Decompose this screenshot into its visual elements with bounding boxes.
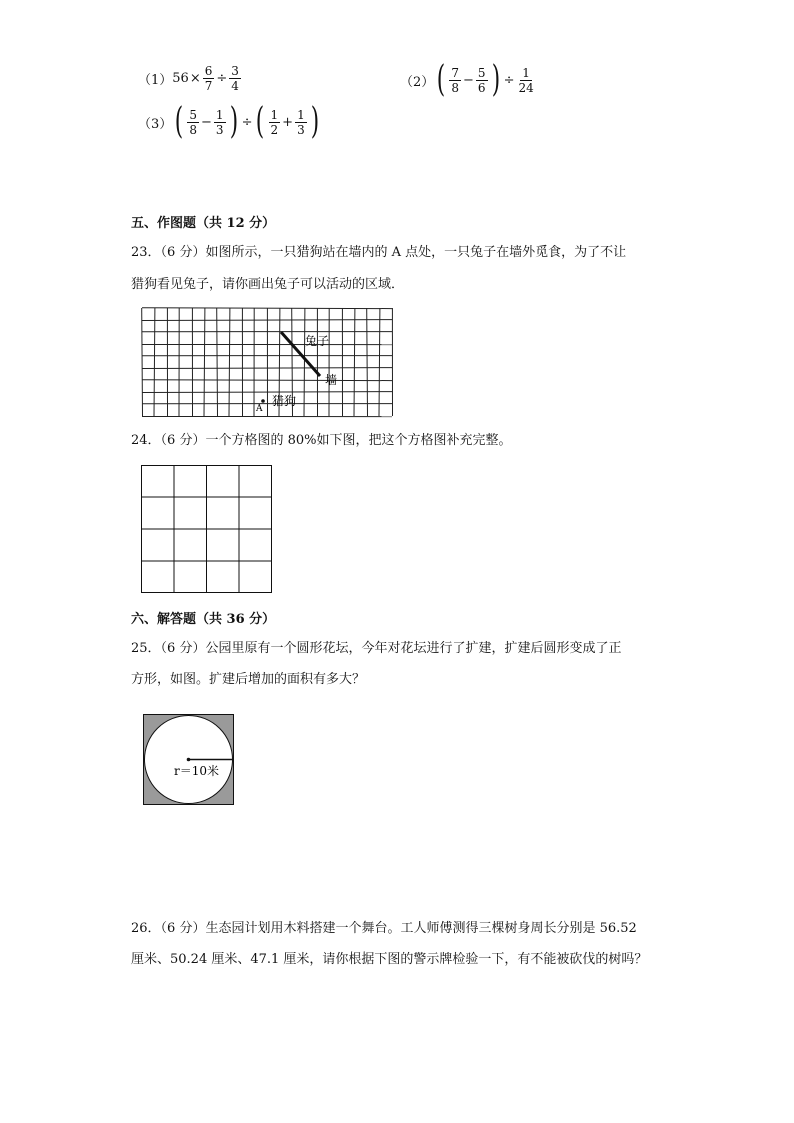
plus-sign: +	[282, 114, 294, 130]
center-dot	[187, 758, 191, 762]
exercise-3	[138, 101, 322, 142]
fraction: $\frac{1}{3}$	[297, 107, 305, 137]
question-24-text: 24．（6 分）一个方格图的 80%如下图，把这个方格图补充完整。	[131, 433, 512, 448]
section-title: 六、解答题（共 36 分）	[131, 612, 276, 627]
grid-line	[354, 308, 355, 416]
dog-label: 猎狗	[272, 394, 297, 408]
exercise-1	[138, 64, 242, 93]
grid-line	[142, 308, 143, 416]
wall-label: 墙	[325, 373, 338, 387]
question-26-line1: 26．（6 分）生态园计划用木料搭建一个舞台。工人师傅测得三棵树身周长分别是 56.52	[131, 921, 637, 936]
circle-in-square-figure	[143, 714, 234, 805]
fraction: $\frac{7}{8}$	[451, 65, 459, 95]
times-sign: ×	[189, 71, 201, 86]
minus-sign: −	[462, 72, 474, 88]
grid-line	[379, 308, 380, 416]
exercise-label: （2）	[400, 74, 435, 90]
grid-line	[217, 308, 218, 416]
dog-rabbit-grid-figure	[140, 306, 396, 420]
point-a-label: A	[256, 404, 263, 414]
grid-line	[367, 308, 368, 416]
right-paren: )	[229, 101, 238, 142]
fraction: $\frac{1}{24}$	[518, 65, 534, 95]
question-25-line2: 方形，如图。扩建后增加的面积有多大？	[131, 672, 366, 687]
fraction: $\frac{5}{6}$	[477, 65, 486, 95]
fraction: $\frac{1}{3}$	[215, 107, 224, 137]
left-paren: (	[437, 59, 446, 100]
right-paren: )	[491, 59, 500, 100]
radius-label: r＝10米	[174, 764, 220, 778]
fraction: $\frac{3}{4}$	[231, 64, 239, 93]
rabbit-label: 兔子	[305, 334, 330, 348]
fraction: $\frac{1}{2}$	[270, 107, 279, 137]
exercise-2	[400, 59, 537, 100]
question-26-line2: 厘米、50.24 厘米、47.1 厘米，请你根据下图的警示牌检验一下，有不能被砍伐的树吗？	[131, 952, 648, 967]
divide-sign: ÷	[503, 72, 515, 88]
fraction: $\frac{6}{7}$	[204, 64, 213, 93]
left-paren: (	[175, 101, 184, 142]
exercise-label: （1）	[138, 73, 173, 88]
divide-sign: ÷	[241, 114, 253, 130]
grid-line	[229, 308, 230, 416]
question-25-line1: 25．（6 分）公园里原有一个圆形花坛，今年对花坛进行了扩建，扩建后圆形变成了正	[131, 641, 622, 656]
minus-sign: −	[200, 114, 212, 130]
question-23-line2: 猎狗看见兔子，请你画出兔子可以活动的区域．	[131, 277, 405, 292]
right-paren: )	[310, 101, 319, 142]
partial-square-grid	[141, 465, 272, 593]
grid-line	[204, 308, 205, 416]
question-23-line1: 23．（6 分）如图所示，一只猎狗站在墙内的 A 点处，一只兔子在墙外觅食，为了不让	[131, 245, 627, 260]
section-title: 五、作图题（共 12 分）	[131, 216, 276, 231]
left-paren: (	[256, 101, 265, 142]
fraction: $\frac{5}{8}$	[189, 107, 197, 137]
whole-number: 56	[172, 71, 189, 86]
point-a-dot	[261, 399, 265, 403]
exercise-label: （3）	[138, 116, 173, 132]
grid-line	[154, 308, 155, 416]
divide-sign: ÷	[216, 71, 228, 86]
grid-line	[304, 308, 305, 416]
